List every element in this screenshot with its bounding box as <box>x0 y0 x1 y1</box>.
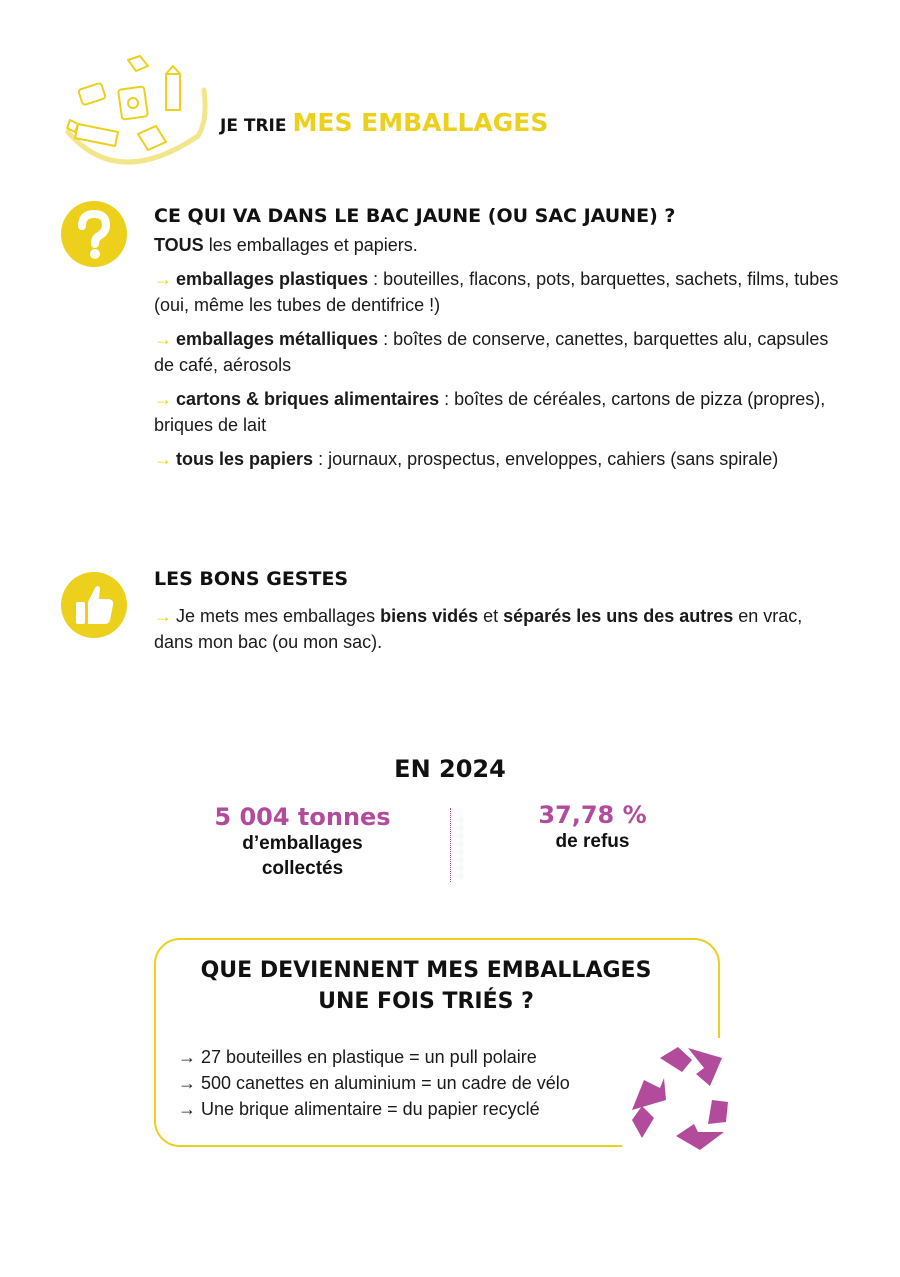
list-item-bold: emballages métalliques <box>176 329 379 349</box>
arrow-icon: → <box>154 389 172 409</box>
list-item <box>154 446 844 472</box>
text-segment: en vrac, dans mon bac (ou mon sac). <box>154 606 803 652</box>
bons-gestes-text <box>154 603 834 655</box>
title-highlight: MES EMBALLAGES <box>292 108 549 137</box>
stat-refusal <box>500 801 685 854</box>
arrow-icon: → <box>178 1099 196 1119</box>
section-heading-bac-jaune: CE QUI VA DANS LE BAC JAUNE (OU SAC JAUNE) ? <box>154 205 676 227</box>
packaging-waste-icon <box>58 50 208 168</box>
stat-collected <box>200 803 405 881</box>
list-item-bold: tous les papiers <box>176 449 314 469</box>
stat-refusal-value: 37,78 % <box>538 801 647 829</box>
stat-collected-label-2: collectés <box>261 858 344 879</box>
arrow-icon: → <box>178 1047 196 1067</box>
stat-collected-value: 5 004 tonnes <box>214 803 391 831</box>
list-item <box>154 326 844 378</box>
recycle-icon <box>622 1038 737 1153</box>
intro-bold: TOUS <box>154 235 204 255</box>
arrow-icon: → <box>178 1073 196 1093</box>
title-prefix: JE TRIE <box>220 116 287 136</box>
question-icon <box>61 201 127 267</box>
text-segment: et <box>478 606 504 626</box>
list-item-text: 27 bouteilles en plastique = un pull polaire <box>201 1047 537 1067</box>
text-bold: biens vidés <box>380 606 479 626</box>
stat-refusal-label: de refus <box>555 831 630 852</box>
list-item-text: 500 canettes en aluminium = un cadre de vélo <box>201 1073 570 1093</box>
list-item <box>154 266 844 318</box>
box-title-line1: QUE DEVIENNENT MES EMBALLAGES <box>200 958 652 983</box>
arrow-icon: → <box>154 269 172 289</box>
page-title <box>220 108 548 137</box>
list-item-text: : boîtes de conserve, canettes, barquettes alu, capsules de café, aérosols <box>154 329 829 375</box>
text-segment: Je mets mes emballages <box>176 606 381 626</box>
list-item <box>178 1096 540 1122</box>
arrow-icon: → <box>154 329 172 349</box>
intro-text: les emballages et papiers. <box>203 235 418 255</box>
text-bold: séparés les uns des autres <box>503 606 734 626</box>
section-heading-bons-gestes: LES BONS GESTES <box>154 568 349 590</box>
arrow-icon: → <box>154 449 172 469</box>
list-item <box>154 386 844 438</box>
box-title-line2: UNE FOIS TRIÉS ? <box>318 989 534 1014</box>
stats-year: EN 2024 <box>394 755 506 783</box>
stat-collected-label-1: d’emballages <box>242 833 363 854</box>
thumbs-up-icon <box>61 572 127 638</box>
list-item <box>178 1044 537 1070</box>
arrow-icon: → <box>154 606 172 626</box>
list-item-text: : journaux, prospectus, enveloppes, cahiers (sans spirale) <box>313 449 779 469</box>
list-item <box>178 1070 570 1096</box>
list-item-text: Une brique alimentaire = du papier recyclé <box>201 1099 540 1119</box>
recycling-box-title <box>156 955 696 1017</box>
list-item-bold: emballages plastiques <box>176 269 369 289</box>
list-item-text: : boîtes de céréales, cartons de pizza (propres), briques de lait <box>154 389 826 435</box>
list-item-text: : bouteilles, flacons, pots, barquettes, sachets, films, tubes (oui, même les tubes de dentifrice !) <box>154 269 839 315</box>
stats-divider <box>450 808 451 882</box>
section-intro <box>154 232 418 258</box>
list-item-bold: cartons & briques alimentaires <box>176 389 440 409</box>
